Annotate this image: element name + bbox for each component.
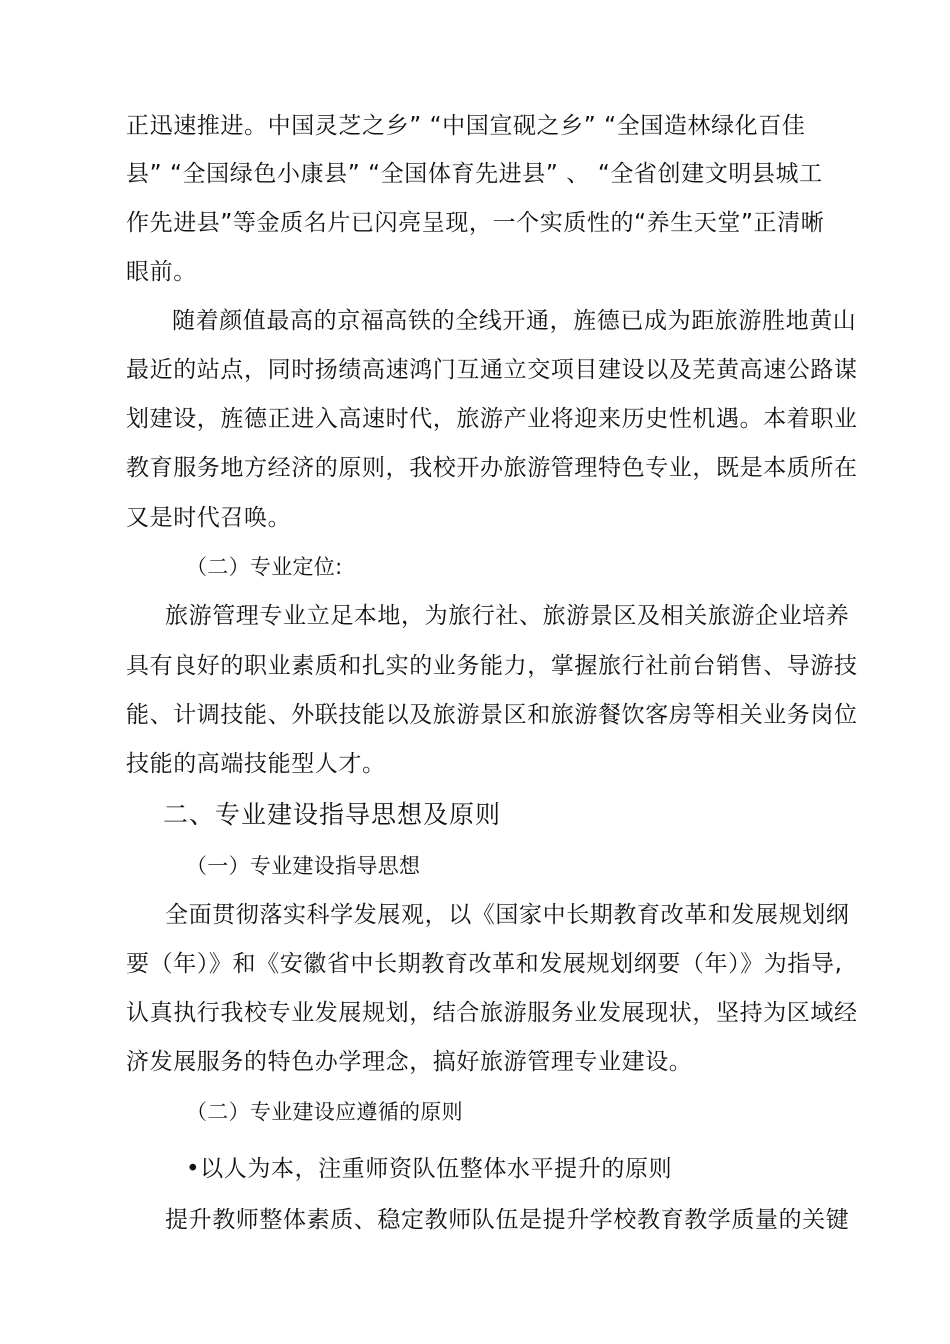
paragraph-line: 旅游管理专业立足本地，为旅行社、旅游景区及相关旅游企业培养 — [165, 603, 850, 629]
paragraph-line: 随着颜值最高的京福高铁的全线开通，旌德已成为距旅游胜地黄山 — [172, 308, 857, 334]
bullet-item: •以人为本，注重师资队伍整体水平提升的原则 — [186, 1156, 673, 1182]
paragraph-line: 最近的站点，同时扬绩高速鸿门互通立交项目建设以及芜黄高速公路谋 — [126, 357, 858, 383]
paragraph-line: 作先进县”等金质名片已闪亮呈现，一个实质性的“养生天堂”正清晰 — [126, 210, 825, 236]
paragraph-line: 正迅速推进。中国灵芝之乡” “中国宣砚之乡” “全国造林绿化百佳 — [126, 113, 806, 139]
subsection-heading: （二）专业建设应遵循的原则 — [186, 1100, 463, 1124]
paragraph-line: 具有良好的职业素质和扎实的业务能力，掌握旅行社前台销售、导游技 — [126, 653, 858, 679]
paragraph-line: 眼前。 — [126, 259, 197, 285]
paragraph-line: 教育服务地方经济的原则，我校开办旅游管理特色专业，既是本质所在 — [126, 455, 858, 481]
paragraph-line: 能、计调技能、外联技能以及旅游景区和旅游餐饮客房等相关业务岗位 — [126, 702, 858, 728]
subsection-heading: （二）专业定位: — [186, 555, 343, 579]
paragraph-line: 提升教师整体素质、稳定教师队伍是提升学校教育教学质量的关键 — [165, 1207, 850, 1233]
paragraph-line: 全面贯彻落实科学发展观，以《国家中长期教育改革和发展规划纲 — [165, 902, 850, 928]
paragraph-line: 要（年）》和《安徽省中长期教育改革和发展规划纲要（年）》为指导, — [126, 951, 843, 977]
paragraph-line: 济发展服务的特色办学理念，搞好旅游管理专业建设。 — [126, 1049, 693, 1075]
paragraph-line: 划建设，旌德正进入高速时代，旅游产业将迎来历史性机遇。本着职业 — [126, 406, 858, 432]
paragraph-line: 技能的高端技能型人才。 — [126, 751, 386, 777]
paragraph-line: 县” “全国绿色小康县” “全国体育先进县” 、 “全省创建文明县城工 — [126, 161, 823, 187]
subsection-heading: （一）专业建设指导思想 — [186, 854, 421, 878]
paragraph-line: 又是时代召唤。 — [126, 505, 292, 531]
paragraph-line: 认真执行我校专业发展规划，结合旅游服务业发展现状，坚持为区域经 — [126, 1000, 858, 1026]
section-heading: 二、专业建设指导思想及原则 — [163, 800, 502, 829]
